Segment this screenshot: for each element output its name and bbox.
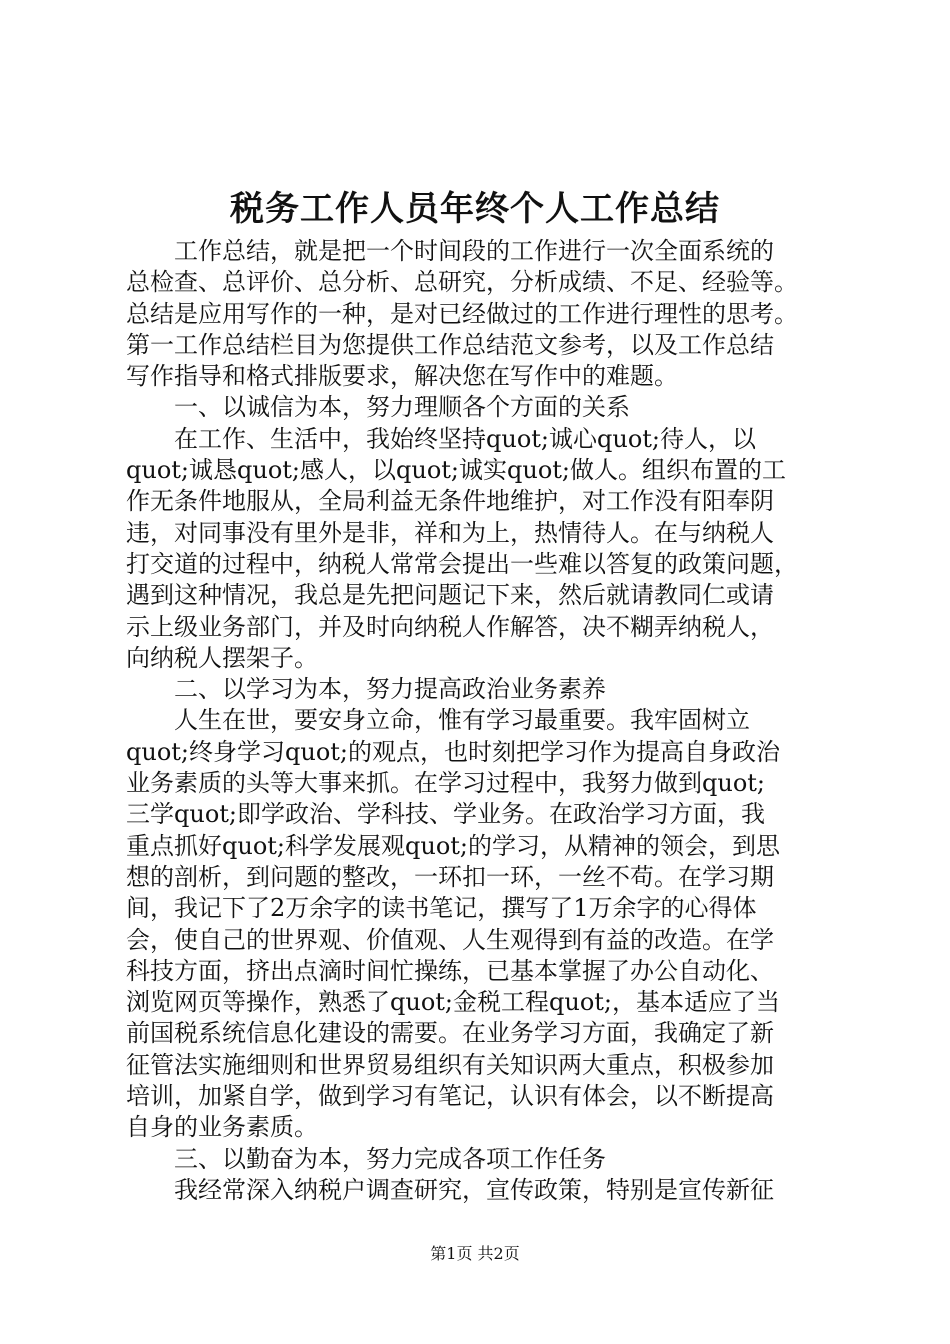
body-text-line: 想的剖析，到问题的整改，一环扣一环，一丝不苟。在学习期 [126, 862, 774, 891]
body-text-line: 重点抓好quot;科学发展观quot;的学习，从精神的领会，到思 [126, 831, 780, 860]
body-text-line: 向纳税人摆架子。 [126, 643, 318, 672]
body-text-line: 三学quot;即学政治、学科技、学业务。在政治学习方面，我 [126, 800, 765, 829]
body-text-line: 违，对同事没有里外是非，祥和为上，热情待人。在与纳税人 [126, 518, 774, 547]
body-text-line: 浏览网页等操作，熟悉了quot;金税工程quot;，基本适应了当 [126, 988, 780, 1017]
body-text-line: 培训，加紧自学，做到学习有笔记，认识有体会，以不断提高 [126, 1082, 774, 1111]
body-text-line: 前国税系统信息化建设的需要。在业务学习方面，我确定了新 [126, 1019, 774, 1048]
body-text-line: 总检查、总评价、总分析、总研究，分析成绩、不足、经验等。 [126, 268, 798, 297]
body-text-line: 业务素质的头等大事来抓。在学习过程中，我努力做到quot; [126, 769, 765, 798]
body-text-line: 示上级业务部门，并及时向纳税人作解答，决不糊弄纳税人， [126, 612, 774, 641]
body-text-line: 打交道的过程中，纳税人常常会提出一些难以答复的政策问题， [126, 549, 798, 578]
body-text-line: 作无条件地服从，全局利益无条件地维护，对工作没有阳奉阴 [126, 487, 774, 516]
body-text-line: quot;诚恳quot;感人，以quot;诚实quot;做人。组织布置的工 [126, 456, 786, 485]
page-number-footer: 第1页 共2页 [430, 1244, 520, 1263]
body-text-line: 写作指导和格式排版要求，解决您在写作中的难题。 [126, 362, 678, 391]
body-text-line: 在工作、生活中，我始终坚持quot;诚心quot;待人，以 [126, 424, 756, 453]
body-text-line: 遇到这种情况，我总是先把问题记下来，然后就请教同仁或请 [126, 581, 774, 610]
body-text-line: 人生在世，要安身立命，惟有学习最重要。我牢固树立 [126, 706, 750, 735]
body-text-line: 会，使自己的世界观、价值观、人生观得到有益的改造。在学 [126, 925, 774, 954]
body-text-line: 自身的业务素质。 [126, 1113, 318, 1142]
body-text-line: 三、以勤奋为本，努力完成各项工作任务 [126, 1144, 606, 1173]
document-body [126, 236, 836, 1206]
document-title: 税务工作人员年终个人工作总结 [230, 189, 720, 229]
body-text-line: 一、以诚信为本，努力理顺各个方面的关系 [126, 393, 630, 422]
body-text-line: 间，我记下了2万余字的读书笔记，撰写了1万余字的心得体 [126, 894, 757, 923]
body-text-line: 我经常深入纳税户调查研究，宣传政策，特别是宣传新征 [126, 1175, 774, 1204]
body-text-line: 征管法实施细则和世界贸易组织有关知识两大重点，积极参加 [126, 1050, 774, 1079]
body-text-line: 第一工作总结栏目为您提供工作总结范文参考，以及工作总结 [126, 330, 774, 359]
body-text-line: 科技方面，挤出点滴时间忙操练，已基本掌握了办公自动化、 [126, 956, 774, 985]
body-text-line: 总结是应用写作的一种，是对已经做过的工作进行理性的思考。 [126, 299, 798, 328]
body-text-line: 工作总结，就是把一个时间段的工作进行一次全面系统的 [126, 237, 774, 265]
body-text-line: 二、以学习为本，努力提高政治业务素养 [126, 675, 606, 704]
body-text-line: quot;终身学习quot;的观点，也时刻把学习作为提高自身政治 [126, 737, 780, 766]
